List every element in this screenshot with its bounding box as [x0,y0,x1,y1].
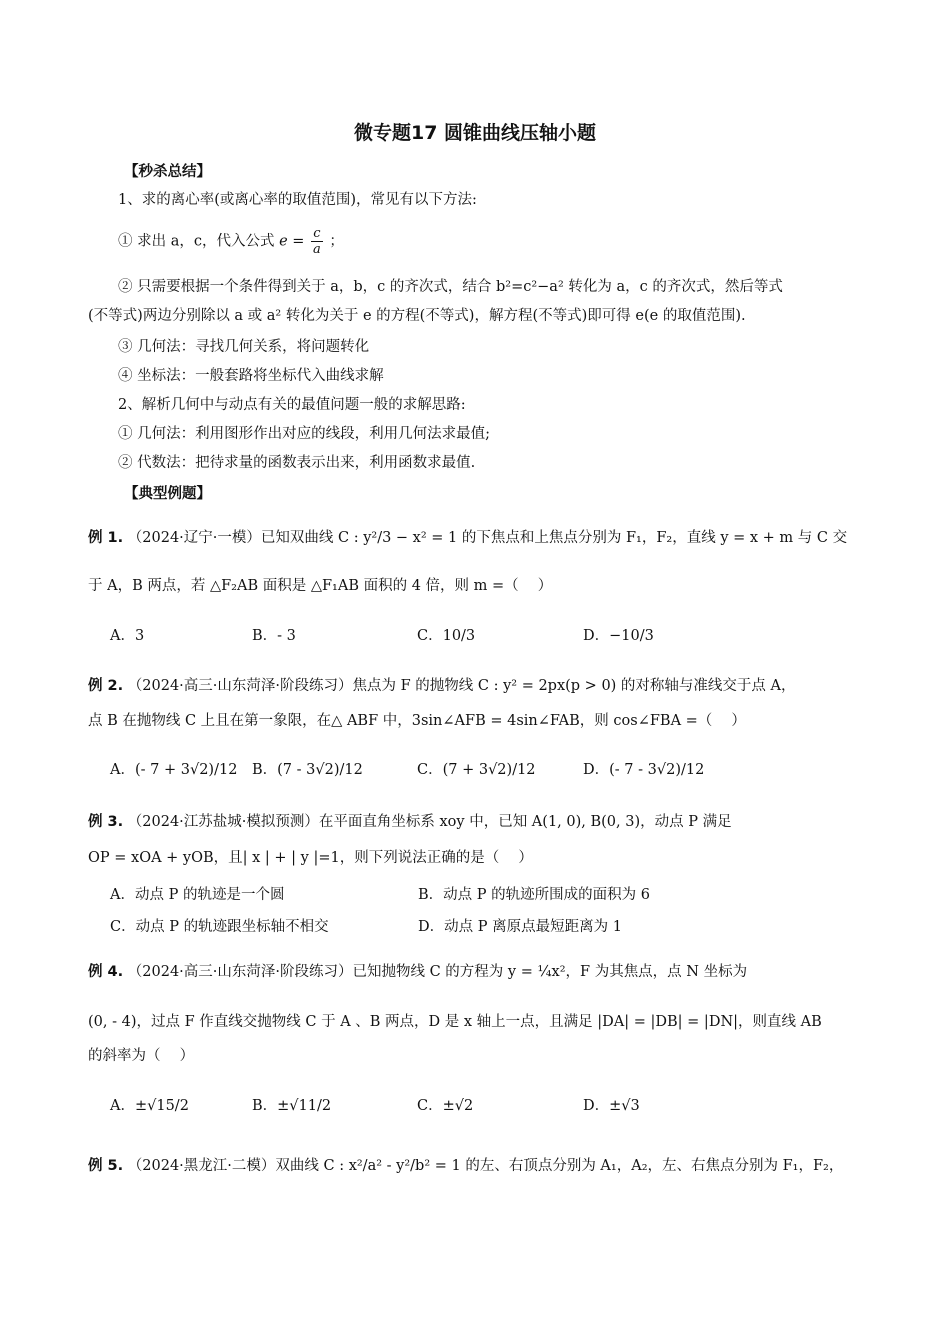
formula-fraction [311,226,323,257]
example-4-options [110,1096,870,1120]
example-2-line-1 [88,676,796,696]
example-5-text-1: （2024·黑龙江·二模）双曲线 C : x²/a² - y²/b² = 1 的左、右顶点分别为 A₁，A₂，左、右焦点分别为 F₁，F₂， [127,1158,844,1174]
example-2-text-1: （2024·高三·山东菏泽·阶段练习）焦点为 F 的抛物线 C : y² = 2px(p > 0) 的对称轴与准线交于点 A， [127,678,796,694]
example-2-option-d[interactable]: D．(- 7 - 3√2)/12 [583,762,705,778]
example-4-label: 例 4. [88,964,124,980]
example-4-line-2: (0, - 4)，过点 F 作直线交抛物线 C 于 A 、B 两点，D 是 x 轴上一点，且满足 |DA| = |DB| = |DN|，则直线 AB [88,1014,822,1030]
summary-line-3a: ② 只需要根据一个条件得到关于 a，b，c 的齐次式，结合 b²=c²−a² 转化为 a，c 的齐次式，然后等式 [118,279,783,295]
example-4-option-d[interactable]: D．±√3 [583,1098,640,1114]
page-title: 微专题17 圆锥曲线压轴小题 [353,122,597,144]
example-5-line-1 [88,1156,843,1176]
summary-line-4: ③ 几何法：寻找几何关系，将问题转化 [118,339,370,355]
example-3-line-2: OP = xOA + yOB，且| x | + | y |=1，则下列说法正确的是（ ） [88,850,533,866]
example-1-text-1: （2024·辽宁·一模）已知双曲线 C : y²/3 − x² = 1 的下焦点和上焦点分别为 F₁，F₂，直线 y = x + m 与 C 交 [127,530,848,546]
example-2-options [110,760,870,784]
example-4-text-1: （2024·高三·山东菏泽·阶段练习）已知抛物线 C 的方程为 y = ¼x²，F 为其焦点，点 N 坐标为 [127,964,748,980]
example-2-option-a[interactable]: A．(- 7 + 3√2)/12 [110,762,238,778]
summary-line-6: 2、解析几何中与动点有关的最值问题一般的求解思路: [118,397,466,413]
examples-heading: 【典型例题】 [124,486,211,502]
example-4-option-c[interactable]: C．±√2 [417,1098,474,1114]
example-5-label: 例 5. [88,1158,124,1174]
example-2-label: 例 2. [88,678,124,694]
formula-denominator: a [313,242,321,257]
summary-heading: 【秒杀总结】 [124,164,211,180]
formula-lhs: e = [279,233,305,250]
example-2-option-c[interactable]: C．(7 + 3√2)/12 [417,762,536,778]
example-3-option-b[interactable]: B．动点 P 的轨迹所围成的面积为 6 [418,887,650,903]
example-4-option-a[interactable]: A．±√15/2 [110,1098,189,1114]
example-1-options [110,626,870,650]
summary-line-1: 1、求的离心率(或离心率的取值范围)，常见有以下方法: [118,192,477,208]
example-4-line-3: 的斜率为（ ） [88,1048,195,1064]
summary-line-2 [118,226,344,257]
formula-numerator: c [311,226,323,242]
example-3-line-1 [88,812,732,832]
example-1-option-c[interactable]: C．10/3 [417,628,476,644]
example-1-option-b[interactable]: B．- 3 [252,628,296,644]
summary-line-3b: (不等式)两边分别除以 a 或 a² 转化为关于 e 的方程(不等式)，解方程(不等式)即可得 e(e 的取值范围). [88,308,746,324]
example-3-option-c[interactable]: C．动点 P 的轨迹跟坐标轴不相交 [110,919,329,935]
example-3-options [110,885,870,945]
example-2-option-b[interactable]: B．(7 - 3√2)/12 [252,762,363,778]
summary-line-2-prefix: ① 求出 a，c，代入公式 [118,233,275,250]
summary-line-7: ① 几何法：利用图形作出对应的线段，利用几何法求最值; [118,426,490,442]
example-1-option-a[interactable]: A．3 [110,628,145,644]
example-1-line-2: 于 A，B 两点，若 △F₂AB 面积是 △F₁AB 面积的 4 倍，则 m =（ ） [88,578,553,594]
summary-line-5: ④ 坐标法：一般套路将坐标代入曲线求解 [118,368,384,384]
example-1-line-1 [88,528,847,548]
example-3-label: 例 3. [88,814,124,830]
example-3-text-1: （2024·江苏盐城·模拟预测）在平面直角坐标系 xoy 中，已知 A(1, 0), B(0, 3)，动点 P 满足 [127,814,732,830]
example-1-option-d[interactable]: D．−10/3 [583,628,654,644]
example-3-option-d[interactable]: D．动点 P 离原点最短距离为 1 [418,919,622,935]
example-3-option-a[interactable]: A．动点 P 的轨迹是一个圆 [110,887,285,903]
summary-line-8: ② 代数法：把待求量的函数表示出来，利用函数求最值. [118,455,476,471]
example-4-option-b[interactable]: B．±√11/2 [252,1098,332,1114]
summary-line-2-suffix: ； [329,233,344,250]
example-4-line-1 [88,962,747,982]
example-1-label: 例 1. [88,530,124,546]
example-2-line-2: 点 B 在抛物线 C 上且在第一象限，在△ ABF 中，3sin∠AFB = 4sin∠FAB，则 cos∠FBA =（ ） [88,713,746,729]
